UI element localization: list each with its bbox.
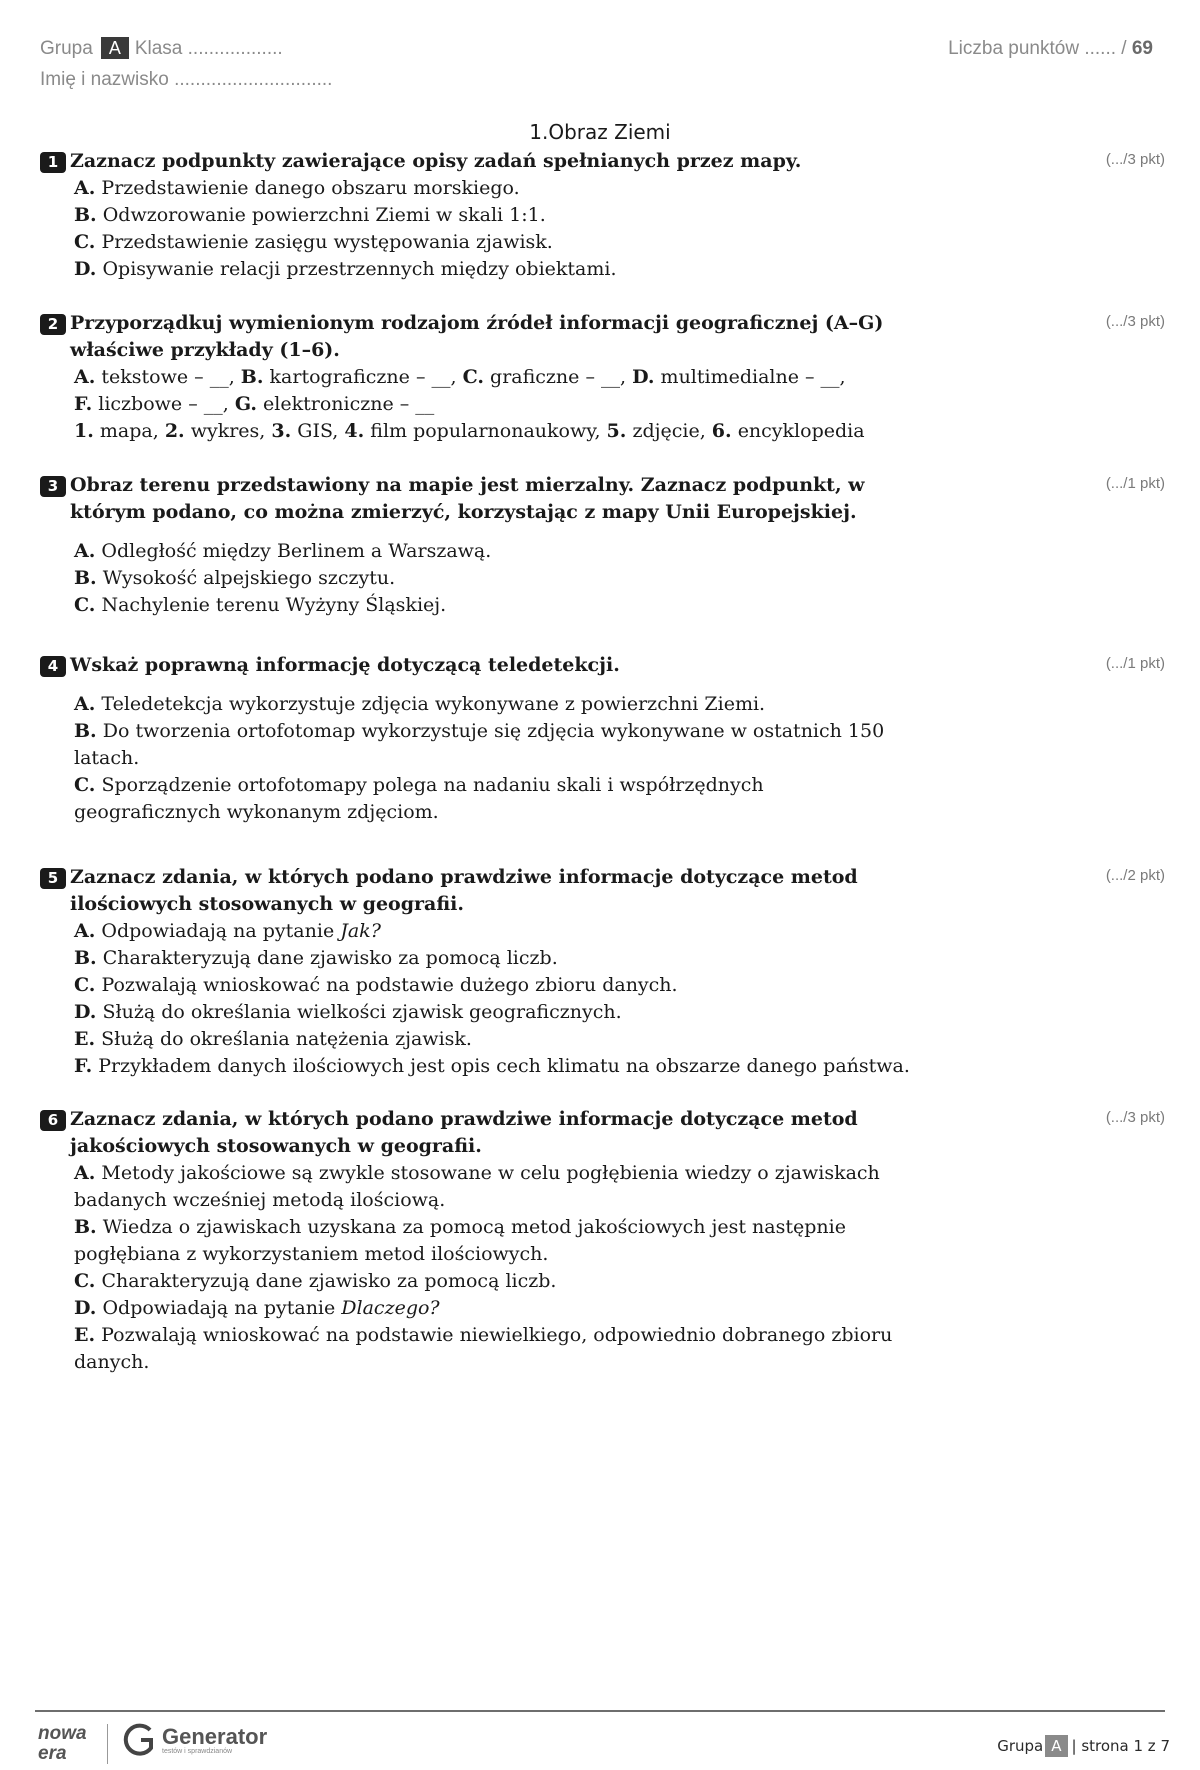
option-e[interactable]: E. Pozwalają wnioskować na podstawie niewielkiego, odpowiednio dobranego zbioru danych. — [74, 1324, 893, 1373]
task-2 — [40, 310, 1165, 445]
nowa-era-logo: nowa era — [38, 1723, 87, 1764]
option-b[interactable]: B. Charakteryzują dane zjawisko za pomocą liczb. — [74, 947, 558, 969]
task-points: (.../3 pkt) — [1105, 1109, 1165, 1126]
option-b[interactable]: B. Wiedza o zjawiskach uzyskana za pomocą metod jakościowych jest następnie pogłębiana z wykorzystaniem metod ilościowych. — [74, 1216, 846, 1265]
task-number: 5 — [40, 868, 66, 889]
option-a[interactable]: A. Odpowiadają na pytanie Jak? — [74, 920, 381, 942]
task-question: Obraz terenu przedstawiony na mapie jest mierzalny. Zaznacz podpunkt, w którym podano, co można zmierzyć, korzystając z mapy Unii Europejskiej. — [70, 474, 865, 523]
task-number: 2 — [40, 314, 66, 335]
logo-separator — [107, 1724, 108, 1764]
task-points: (.../1 pkt) — [1105, 655, 1165, 672]
footer-group-badge: A — [1045, 1735, 1067, 1757]
task-3 — [40, 472, 1165, 619]
task-points: (.../2 pkt) — [1105, 867, 1165, 884]
task-1 — [40, 148, 1165, 283]
task-6 — [40, 1106, 1165, 1376]
option-d[interactable]: D. Służą do określania wielkości zjawisk geograficznych. — [74, 1001, 622, 1023]
matching-line-2: F. liczbowe – __, G. elektroniczne – __ — [74, 393, 435, 415]
points-total-field — [948, 33, 1153, 64]
option-c[interactable]: C. Charakteryzują dane zjawisko za pomocą liczb. — [74, 1270, 557, 1292]
name-field: Imię i nazwisko .............................. — [40, 69, 333, 90]
footer-group-label: Grupa — [997, 1737, 1044, 1755]
option-c[interactable]: C. Pozwalają wnioskować na podstawie dużego zbioru danych. — [74, 974, 678, 996]
option-a[interactable]: A. Przedstawienie danego obszaru morskiego. — [74, 177, 520, 199]
task-points: (.../1 pkt) — [1105, 475, 1165, 492]
matching-line-1: A. tekstowe – __, B. kartograficzne – __, C. graficzne – __, D. multimedialne – __, — [74, 366, 846, 388]
option-f[interactable]: F. Przykładem danych ilościowych jest opis cech klimatu na obszarze danego państwa. — [74, 1055, 910, 1077]
group-label: Grupa — [40, 38, 93, 59]
group-row — [40, 33, 332, 64]
task-question: Zaznacz podpunkty zawierające opisy zadań spełnianych przez mapy. — [70, 150, 802, 172]
task-number: 3 — [40, 476, 66, 497]
option-a[interactable]: A. Metody jakościowe są zwykle stosowane w celu pogłębienia wiedzy o zjawiskach badanych wcześniej metodą ilościową. — [74, 1162, 880, 1211]
task-5 — [40, 864, 1165, 1080]
generator-logo: Generator testów i sprawdzianów — [120, 1720, 267, 1760]
footer-divider — [35, 1710, 1165, 1712]
option-d[interactable]: D. Odpowiadają na pytanie Dlaczego? — [74, 1297, 440, 1319]
footer-page-info — [997, 1735, 1170, 1757]
page-title: 1.Obraz Ziemi — [529, 120, 671, 144]
points-total: 69 — [1131, 38, 1153, 59]
group-badge: A — [101, 37, 129, 59]
option-b[interactable]: B. Odwzorowanie powierzchni Ziemi w skali 1:1. — [74, 204, 546, 226]
option-b[interactable]: B. Do tworzenia ortofotomap wykorzystuje się zdjęcia wykonywane w ostatnich 150 latach. — [74, 720, 885, 769]
option-a[interactable]: A. Teledetekcja wykorzystuje zdjęcia wykonywane z powierzchni Ziemi. — [74, 693, 766, 715]
option-c[interactable]: C. Sporządzenie ortofotomapy polega na nadaniu skali i współrzędnych geograficznych wykonanym zdjęciom. — [74, 774, 764, 823]
task-question: Zaznacz zdania, w których podano prawdziwe informacje dotyczące metod jakościowych stosowanych w geografii. — [70, 1108, 858, 1157]
option-e[interactable]: E. Służą do określania natężenia zjawisk. — [74, 1028, 472, 1050]
generator-g-icon — [120, 1720, 158, 1760]
task-points: (.../3 pkt) — [1105, 151, 1165, 168]
task-number: 6 — [40, 1110, 66, 1131]
option-b[interactable]: B. Wysokość alpejskiego szczytu. — [74, 567, 396, 589]
task-number: 1 — [40, 152, 66, 173]
class-field: Klasa .................. — [134, 38, 283, 59]
task-4 — [40, 652, 1165, 826]
option-a[interactable]: A. Odległość między Berlinem a Warszawą. — [74, 540, 492, 562]
task-number: 4 — [40, 656, 66, 677]
header-left — [40, 33, 332, 95]
examples-line: 1. mapa, 2. wykres, 3. GIS, 4. film popularnonaukowy, 5. zdjęcie, 6. encyklopedia — [74, 420, 865, 442]
page-number: | strona 1 z 7 — [1071, 1737, 1170, 1755]
option-d[interactable]: D. Opisywanie relacji przestrzennych między obiektami. — [74, 258, 617, 280]
task-question: Przyporządkuj wymienionym rodzajom źródeł informacji geograficznej (A–G) właściwe przykłady (1–6). — [70, 312, 884, 361]
option-c[interactable]: C. Przedstawienie zasięgu występowania zjawisk. — [74, 231, 553, 253]
option-c[interactable]: C. Nachylenie terenu Wyżyny Śląskiej. — [74, 594, 447, 616]
task-points: (.../3 pkt) — [1105, 313, 1165, 330]
task-question: Zaznacz zdania, w których podano prawdziwe informacje dotyczące metod ilościowych stosowanych w geografii. — [70, 866, 858, 915]
task-question: Wskaż poprawną informację dotyczącą teledetekcji. — [70, 654, 620, 676]
points-label: Liczba punktów ...... / — [948, 38, 1127, 59]
